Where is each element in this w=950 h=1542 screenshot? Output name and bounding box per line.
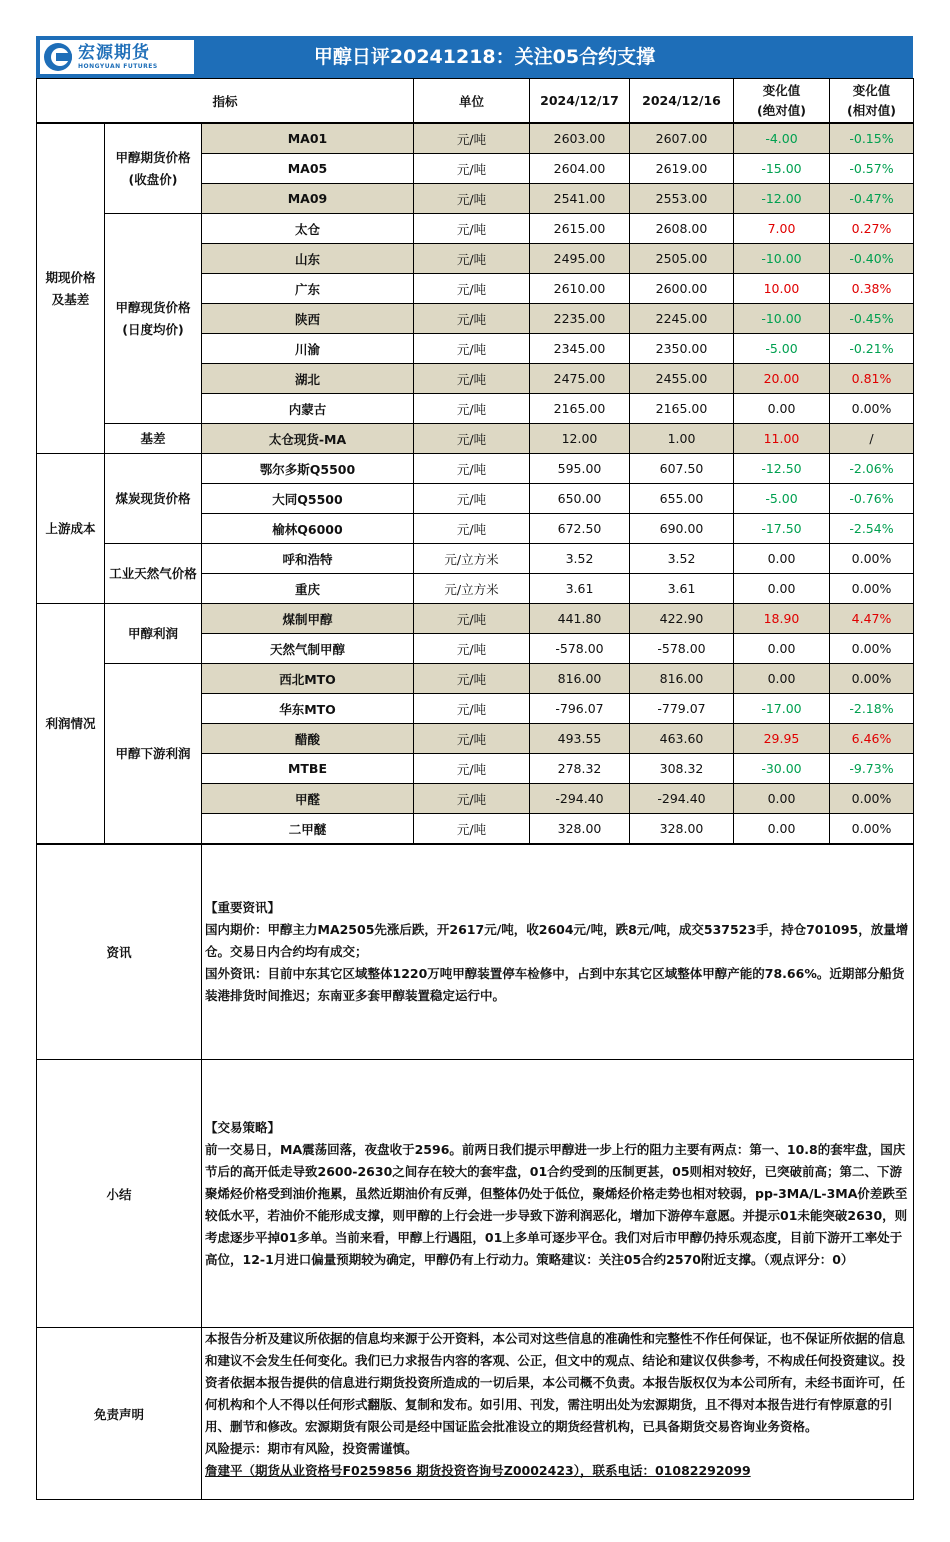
indicator-name: 甲醛 <box>202 784 414 814</box>
value-date1: 12.00 <box>530 424 630 454</box>
value-date1: 672.50 <box>530 514 630 544</box>
value-date1: 3.52 <box>530 544 630 574</box>
value-date1: 2541.00 <box>530 184 630 214</box>
risk-notice: 风险提示：期市有风险，投资需谨慎。 <box>205 1441 418 1456</box>
value-date2: 690.00 <box>630 514 734 544</box>
value-date2: 2350.00 <box>630 334 734 364</box>
col-unit: 单位 <box>414 79 530 123</box>
unit-cell: 元/吨 <box>414 244 530 274</box>
rel-change: -2.54% <box>830 514 914 544</box>
unit-cell: 元/吨 <box>414 484 530 514</box>
unit-cell: 元/吨 <box>414 724 530 754</box>
subcategory-coal-spot: 煤炭现货价格 <box>105 454 202 544</box>
unit-cell: 元/立方米 <box>414 544 530 574</box>
value-date1: 2615.00 <box>530 214 630 244</box>
abs-change: -4.00 <box>734 124 830 154</box>
abs-change: 0.00 <box>734 664 830 694</box>
value-date1: 650.00 <box>530 484 630 514</box>
rel-change: 0.00% <box>830 784 914 814</box>
indicator-name: 呼和浩特 <box>202 544 414 574</box>
rel-change: 0.00% <box>830 394 914 424</box>
disclaimer-label: 免责声明 <box>37 1328 202 1500</box>
unit-cell: 元/吨 <box>414 184 530 214</box>
indicator-name: 川渝 <box>202 334 414 364</box>
col-date2: 2024/12/16 <box>630 79 734 123</box>
subcategory-natural-gas: 工业天然气价格 <box>105 544 202 604</box>
text-sections <box>36 844 914 1500</box>
abs-change: -30.00 <box>734 754 830 784</box>
rel-change: 0.00% <box>830 664 914 694</box>
rel-change: 0.27% <box>830 214 914 244</box>
news-heading: 【重要资讯】 <box>205 900 281 915</box>
unit-cell: 元/吨 <box>414 454 530 484</box>
indicator-name: 榆林Q6000 <box>202 514 414 544</box>
rel-change: 0.38% <box>830 274 914 304</box>
summary-heading: 【交易策略】 <box>205 1119 281 1135</box>
indicator-name: MA05 <box>202 154 414 184</box>
value-date2: -779.07 <box>630 694 734 724</box>
rel-change: 0.81% <box>830 364 914 394</box>
col-indicator: 指标 <box>37 79 414 123</box>
value-date2: 2619.00 <box>630 154 734 184</box>
news-label: 资讯 <box>37 845 202 1060</box>
indicator-name: 内蒙古 <box>202 394 414 424</box>
rel-change: -2.06% <box>830 454 914 484</box>
rel-change: / <box>830 424 914 454</box>
summary-text: 前一交易日，MA震荡回落，夜盘收于2596。前两日我们提示甲醇进一步上行的阻力主要有两点：第一、10.8的套牢盘，国庆节后的高开低走导致2600-2630之间存在较大的套牢盘，01合约受到的压制更甚，05则相对较好，已突破前高；第二、下游聚烯烃价格受到油价拖累，虽然近期油价有反弹，但整体仍处于低位，聚烯烃价格走势也相对较弱，pp-3MA/L-3MA价差跌至较低水平，若油价不能形成支撑，则甲醇的上行会进一步导致下游利润恶化，增加下游停车意愿。并提示01未能突破2630，则考虑逐步平掉01多单。当前来看，甲醇上行遇阻，01上多单可逐步平仓。我们对后市甲醇仍持乐观态度，目前下游开工率处于高位，12-1月进口偏量预期较为确定，甲醇仍有上行动力。策略建议：关注05合约2570附近支撑。（观点评分：0） <box>205 1141 908 1267</box>
value-date1: 441.80 <box>530 604 630 634</box>
indicator-name: 大同Q5500 <box>202 484 414 514</box>
abs-change: 18.90 <box>734 604 830 634</box>
abs-change: -12.00 <box>734 184 830 214</box>
report-header <box>36 36 913 78</box>
value-date2: -294.40 <box>630 784 734 814</box>
value-date2: 463.60 <box>630 724 734 754</box>
logo-cn: 宏源期货 <box>78 42 150 63</box>
rel-change: 0.00% <box>830 634 914 664</box>
rel-change: -0.45% <box>830 304 914 334</box>
subcategory-methanol-profit: 甲醇利润 <box>105 604 202 664</box>
value-date2: 2505.00 <box>630 244 734 274</box>
indicator-name: MTBE <box>202 754 414 784</box>
value-date2: 607.50 <box>630 454 734 484</box>
unit-cell: 元/吨 <box>414 814 530 844</box>
unit-cell: 元/吨 <box>414 514 530 544</box>
abs-change: -5.00 <box>734 334 830 364</box>
value-date2: 422.90 <box>630 604 734 634</box>
value-date2: 2455.00 <box>630 364 734 394</box>
table-row <box>37 124 914 154</box>
abs-change: 0.00 <box>734 814 830 844</box>
unit-cell: 元/吨 <box>414 364 530 394</box>
unit-cell: 元/吨 <box>414 124 530 154</box>
unit-cell: 元/吨 <box>414 274 530 304</box>
unit-cell: 元/吨 <box>414 754 530 784</box>
analyst-contact: 詹建平（期货从业资格号F0259856 期货投资咨询号Z0002423），联系电话：01082292099 <box>205 1463 751 1478</box>
value-date2: -578.00 <box>630 634 734 664</box>
unit-cell: 元/吨 <box>414 424 530 454</box>
value-date2: 2245.00 <box>630 304 734 334</box>
disclaimer-section <box>37 1328 914 1500</box>
news-domestic: 国内期价：甲醇主力MA2505先涨后跌，开2617元/吨，收2604元/吨，跌8元/吨，成交537523手，持仓701095，放量增仓。交易日内合约均有成交； <box>205 922 909 959</box>
unit-cell: 元/吨 <box>414 604 530 634</box>
table-row <box>37 604 914 634</box>
value-date1: 2603.00 <box>530 124 630 154</box>
unit-cell: 元/吨 <box>414 694 530 724</box>
value-date2: 328.00 <box>630 814 734 844</box>
col-abs-change: 变化值 (绝对值) <box>734 79 830 123</box>
value-date1: 2345.00 <box>530 334 630 364</box>
unit-cell: 元/立方米 <box>414 574 530 604</box>
news-foreign: 国外资讯：目前中东其它区域整体1220万吨甲醇装置停车检修中，占到中东其它区域整体甲醇产能的78.66%。近期部分船货装港排货时间推迟；东南亚多套甲醇装置稳定运行中。 <box>205 966 905 1003</box>
indicator-name: 西北MTO <box>202 664 414 694</box>
abs-change: 7.00 <box>734 214 830 244</box>
value-date2: 2608.00 <box>630 214 734 244</box>
value-date2: 2165.00 <box>630 394 734 424</box>
rel-change: 6.46% <box>830 724 914 754</box>
abs-change: -15.00 <box>734 154 830 184</box>
abs-change: 20.00 <box>734 364 830 394</box>
summary-section <box>37 1060 914 1328</box>
indicator-name: 太仓 <box>202 214 414 244</box>
value-date1: -796.07 <box>530 694 630 724</box>
value-date2: 2600.00 <box>630 274 734 304</box>
value-date2: 3.52 <box>630 544 734 574</box>
rel-change: -0.21% <box>830 334 914 364</box>
unit-cell: 元/吨 <box>414 394 530 424</box>
value-date2: 655.00 <box>630 484 734 514</box>
value-date2: 3.61 <box>630 574 734 604</box>
category-profit: 利润情况 <box>37 604 105 844</box>
indicator-name: 重庆 <box>202 574 414 604</box>
value-date1: 2475.00 <box>530 364 630 394</box>
report-title: 甲醇日评20241218：关注05合约支撑 <box>313 46 656 68</box>
abs-change: 0.00 <box>734 634 830 664</box>
value-date1: 2604.00 <box>530 154 630 184</box>
data-table <box>36 123 914 844</box>
unit-cell: 元/吨 <box>414 664 530 694</box>
rel-change: -0.15% <box>830 124 914 154</box>
table-row <box>37 454 914 484</box>
unit-cell: 元/吨 <box>414 334 530 364</box>
value-date1: 2165.00 <box>530 394 630 424</box>
table-header <box>37 79 914 123</box>
unit-cell: 元/吨 <box>414 634 530 664</box>
unit-cell: 元/吨 <box>414 154 530 184</box>
indicator-table <box>36 78 914 123</box>
value-date2: 816.00 <box>630 664 734 694</box>
col-rel-change: 变化值 (相对值) <box>830 79 914 123</box>
disclaimer-text: 本报告分析及建议所依据的信息均来源于公开资料，本公司对这些信息的准确性和完整性不作任何保证，也不保证所依据的信息和建议不会发生任何变化。我们已力求报告内容的客观、公正，但文中的观点、结论和建议仅供参考，不构成任何投资建议。投资者依据本报告提供的信息进行期货投资所造成的一切后果，本公司概不负责。本报告版权仅为本公司所有，未经书面许可，任何机构和个人不得以任何形式翻版、复制和发布。如引用、刊发，需注明出处为宏源期货，且不得对本报告进行有悖原意的引用、删节和修改。宏源期货有限公司是经中国证监会批准设立的期货经营机构，已具备期货交易咨询业务资格。 <box>205 1331 906 1434</box>
value-date1: -578.00 <box>530 634 630 664</box>
logo-icon <box>44 43 72 71</box>
rel-change: -0.40% <box>830 244 914 274</box>
value-date1: 2495.00 <box>530 244 630 274</box>
rel-change: 4.47% <box>830 604 914 634</box>
report <box>36 36 913 1500</box>
abs-change: 0.00 <box>734 574 830 604</box>
subcategory-spot-price: 甲醇现货价格 (日度均价) <box>105 214 202 424</box>
indicator-name: MA09 <box>202 184 414 214</box>
unit-cell: 元/吨 <box>414 214 530 244</box>
logo-en: HONGYUAN FUTURES <box>78 62 158 70</box>
value-date1: 816.00 <box>530 664 630 694</box>
rel-change: 0.00% <box>830 574 914 604</box>
abs-change: 0.00 <box>734 544 830 574</box>
abs-change: 11.00 <box>734 424 830 454</box>
abs-change: -17.00 <box>734 694 830 724</box>
abs-change: -10.00 <box>734 244 830 274</box>
summary-label: 小结 <box>37 1060 202 1328</box>
value-date2: 308.32 <box>630 754 734 784</box>
indicator-name: 湖北 <box>202 364 414 394</box>
rel-change: -0.47% <box>830 184 914 214</box>
abs-change: 10.00 <box>734 274 830 304</box>
abs-change: 29.95 <box>734 724 830 754</box>
unit-cell: 元/吨 <box>414 304 530 334</box>
value-date1: 595.00 <box>530 454 630 484</box>
value-date1: 3.61 <box>530 574 630 604</box>
value-date2: 2553.00 <box>630 184 734 214</box>
rel-change: -0.76% <box>830 484 914 514</box>
indicator-name: 天然气制甲醇 <box>202 634 414 664</box>
rel-change: 0.00% <box>830 544 914 574</box>
category-price-basis: 期现价格 及基差 <box>37 124 105 454</box>
indicator-name: 广东 <box>202 274 414 304</box>
value-date1: 2610.00 <box>530 274 630 304</box>
rel-change: 0.00% <box>830 814 914 844</box>
col-date1: 2024/12/17 <box>530 79 630 123</box>
rel-change: -9.73% <box>830 754 914 784</box>
indicator-name: 太仓现货-MA <box>202 424 414 454</box>
abs-change: -10.00 <box>734 304 830 334</box>
value-date1: 493.55 <box>530 724 630 754</box>
rel-change: -2.18% <box>830 694 914 724</box>
subcategory-futures-price: 甲醇期货价格 (收盘价) <box>105 124 202 214</box>
table-row <box>37 424 914 454</box>
abs-change: -17.50 <box>734 514 830 544</box>
value-date1: -294.40 <box>530 784 630 814</box>
company-logo <box>40 40 194 74</box>
rel-change: -0.57% <box>830 154 914 184</box>
news-section <box>37 845 914 1060</box>
value-date1: 2235.00 <box>530 304 630 334</box>
subcategory-downstream-profit: 甲醇下游利润 <box>105 664 202 844</box>
category-upstream-cost: 上游成本 <box>37 454 105 604</box>
indicator-name: 二甲醚 <box>202 814 414 844</box>
indicator-name: 山东 <box>202 244 414 274</box>
abs-change: 0.00 <box>734 394 830 424</box>
indicator-name: 华东MTO <box>202 694 414 724</box>
table-row <box>37 214 914 244</box>
abs-change: -12.50 <box>734 454 830 484</box>
value-date2: 1.00 <box>630 424 734 454</box>
abs-change: -5.00 <box>734 484 830 514</box>
indicator-name: 陕西 <box>202 304 414 334</box>
indicator-name: 煤制甲醇 <box>202 604 414 634</box>
value-date2: 2607.00 <box>630 124 734 154</box>
unit-cell: 元/吨 <box>414 784 530 814</box>
table-row <box>37 664 914 694</box>
abs-change: 0.00 <box>734 784 830 814</box>
table-row <box>37 544 914 574</box>
indicator-name: 鄂尔多斯Q5500 <box>202 454 414 484</box>
indicator-name: MA01 <box>202 124 414 154</box>
value-date1: 278.32 <box>530 754 630 784</box>
value-date1: 328.00 <box>530 814 630 844</box>
subcategory-basis: 基差 <box>105 424 202 454</box>
indicator-name: 醋酸 <box>202 724 414 754</box>
